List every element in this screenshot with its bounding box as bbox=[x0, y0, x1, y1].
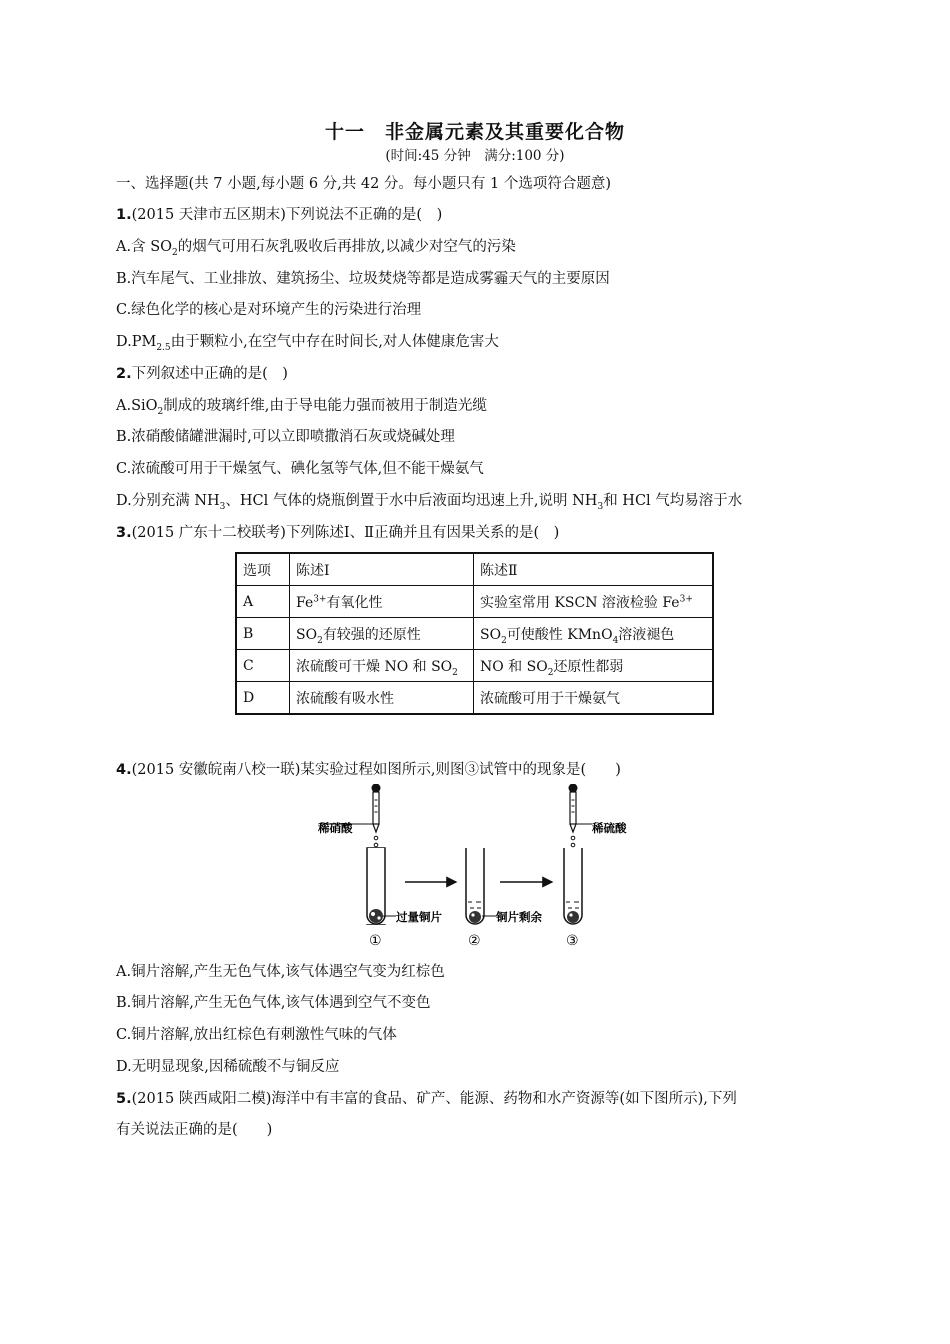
test-tube-3 bbox=[564, 848, 582, 924]
copper-pieces-icon bbox=[369, 909, 383, 923]
table-row bbox=[236, 682, 713, 715]
table-cell bbox=[474, 650, 714, 682]
copper-pieces-icon bbox=[567, 911, 579, 923]
cell-text: 还原性都弱 bbox=[553, 658, 624, 675]
table-cell: 浓硫酸有吸水性 bbox=[290, 682, 474, 715]
cell-text: 有氧化性 bbox=[326, 594, 383, 611]
subscript: 3 bbox=[219, 501, 226, 512]
question-number: 4. bbox=[116, 762, 132, 778]
question-1-option-d bbox=[116, 330, 499, 351]
question-text: (2015 安徽皖南八校一联)某实验过程如图所示,则图③试管中的现象是( ) bbox=[131, 762, 621, 778]
table-header-row bbox=[236, 553, 713, 586]
subscript: 2.5 bbox=[156, 342, 171, 353]
table-row bbox=[236, 650, 713, 682]
experiment-figure bbox=[310, 784, 650, 950]
copper-pieces-icon bbox=[469, 911, 481, 923]
question-2-option-b: B.浓硝酸储罐泄漏时,可以立即喷撒消石灰或烧碱处理 bbox=[116, 429, 455, 445]
cell-text: 可使酸性 KMnO bbox=[506, 626, 613, 643]
page-title: 十一 非金属元素及其重要化合物 bbox=[324, 121, 625, 143]
question-number: 2. bbox=[116, 366, 132, 382]
option-text: A.含 SO bbox=[116, 239, 173, 255]
cell-text: SO bbox=[480, 626, 502, 643]
label-dilute-nitric-acid: 稀硝酸 bbox=[318, 821, 353, 835]
table-cell: B bbox=[236, 618, 290, 650]
question-text: 下列叙述中正确的是( ) bbox=[131, 366, 288, 382]
option-text: 制成的玻璃纤维,由于导电能力强而被用于制造光缆 bbox=[163, 398, 487, 414]
question-1-option-c: C.绿色化学的核心是对环境产生的污染进行治理 bbox=[116, 302, 422, 318]
subscript: 2 bbox=[501, 635, 507, 646]
dropper-3-icon bbox=[569, 784, 578, 847]
table-row bbox=[236, 586, 713, 618]
test-tube-1 bbox=[366, 848, 386, 924]
label-dilute-sulfuric-acid: 稀硫酸 bbox=[592, 821, 627, 835]
option-text: D.分别充满 NH bbox=[116, 493, 220, 509]
question-5-stem-continued: 有关说法正确的是( ) bbox=[116, 1122, 273, 1138]
table-cell: A bbox=[236, 586, 290, 618]
table-header-cell: 陈述Ⅰ bbox=[290, 553, 474, 586]
question-text: (2015 广东十二校联考)下列陈述Ⅰ、Ⅱ正确并且有因果关系的是( ) bbox=[131, 525, 560, 541]
question-2-stem bbox=[116, 362, 288, 383]
subscript: 3 bbox=[597, 501, 604, 512]
table-cell bbox=[290, 650, 474, 682]
question-text: (2015 天津市五区期末)下列说法不正确的是( ) bbox=[131, 207, 443, 223]
subscript: 2 bbox=[547, 667, 554, 678]
question-text: (2015 陕西咸阳二模)海洋中有丰富的食品、矿产、能源、药物和水产资源等(如下图所示),下列 bbox=[131, 1091, 737, 1107]
question-2-option-c: C.浓硫酸可用于干燥氢气、碘化氢等气体,但不能干燥氨气 bbox=[116, 461, 484, 477]
cell-text: NO 和 SO bbox=[480, 658, 548, 675]
question-4-option-a: A.铜片溶解,产生无色气体,该气体遇空气变为红棕色 bbox=[116, 964, 445, 980]
tube-number-2: ② bbox=[468, 933, 481, 949]
label-copper-remaining: 铜片剩余 bbox=[496, 910, 542, 924]
question-3-stem bbox=[116, 521, 559, 542]
table-header-cell: 选项 bbox=[236, 553, 290, 586]
cell-text: 浓硫酸可干燥 NO 和 SO bbox=[296, 658, 453, 675]
question-number: 5. bbox=[116, 1091, 132, 1107]
cell-text: 溶液褪色 bbox=[618, 626, 675, 643]
question-4-option-d: D.无明显现象,因稀硫酸不与铜反应 bbox=[116, 1059, 340, 1075]
label-excess-copper: 过量铜片 bbox=[396, 910, 442, 924]
option-text: 由于颗粒小,在空气中存在时间长,对人体健康危害大 bbox=[170, 334, 499, 350]
question-4-option-c: C.铜片溶解,放出红棕色有刺激性气味的气体 bbox=[116, 1027, 397, 1043]
question-4-option-b: B.铜片溶解,产生无色气体,该气体遇到空气不变色 bbox=[116, 995, 431, 1011]
subscript: 2 bbox=[172, 247, 178, 258]
cell-text: 实验室常用 KSCN 溶液检验 Fe bbox=[480, 594, 680, 611]
subscript: 2 bbox=[317, 635, 323, 646]
table-cell: 浓硫酸可用于干燥氨气 bbox=[474, 682, 714, 715]
table-cell: D bbox=[236, 682, 290, 715]
question-4-stem bbox=[116, 758, 621, 779]
question-1-stem bbox=[116, 203, 442, 224]
cell-text: 有较强的还原性 bbox=[322, 626, 421, 643]
question-1-option-a bbox=[116, 235, 516, 256]
question-2-option-d bbox=[116, 489, 742, 510]
dropper-1-icon bbox=[372, 784, 381, 847]
subscript: 4 bbox=[612, 635, 619, 646]
test-tube-2 bbox=[466, 848, 484, 924]
subscript: 2 bbox=[452, 667, 458, 678]
option-text: 的烟气可用石灰乳吸收后再排放,以减少对空气的污染 bbox=[177, 239, 516, 255]
statements-table bbox=[235, 552, 714, 715]
option-text: D.PM bbox=[116, 334, 157, 350]
question-5-stem bbox=[116, 1087, 737, 1108]
subscript: 2 bbox=[157, 406, 164, 417]
table-cell bbox=[290, 586, 474, 618]
question-number: 1. bbox=[116, 207, 132, 223]
cell-text: Fe bbox=[296, 594, 314, 611]
tube-number-1: ① bbox=[369, 933, 382, 949]
table-header-cell: 陈述Ⅱ bbox=[474, 553, 714, 586]
table-cell bbox=[290, 618, 474, 650]
table-cell bbox=[474, 586, 714, 618]
question-1-option-b: B.汽车尾气、工业排放、建筑扬尘、垃圾焚烧等都是造成雾霾天气的主要原因 bbox=[116, 271, 610, 287]
option-text: A.SiO bbox=[116, 398, 158, 414]
superscript: 3+ bbox=[313, 593, 327, 604]
table-row bbox=[236, 618, 713, 650]
table-cell bbox=[474, 618, 714, 650]
section-heading: 一、选择题(共 7 小题,每小题 6 分,共 42 分。每小题只有 1 个选项符合题意) bbox=[116, 176, 612, 192]
table-cell: C bbox=[236, 650, 290, 682]
tube-number-3: ③ bbox=[566, 933, 579, 949]
superscript: 3+ bbox=[679, 593, 693, 604]
question-number: 3. bbox=[116, 525, 132, 541]
question-2-option-a bbox=[116, 394, 487, 415]
cell-text: SO bbox=[296, 626, 318, 643]
option-text: 、HCl 气体的烧瓶倒置于水中后液面均迅速上升,说明 NH bbox=[225, 493, 598, 509]
option-text: 和 HCl 气均易溶于水 bbox=[603, 493, 743, 509]
exam-info: (时间:45 分钟 满分:100 分) bbox=[385, 148, 565, 164]
